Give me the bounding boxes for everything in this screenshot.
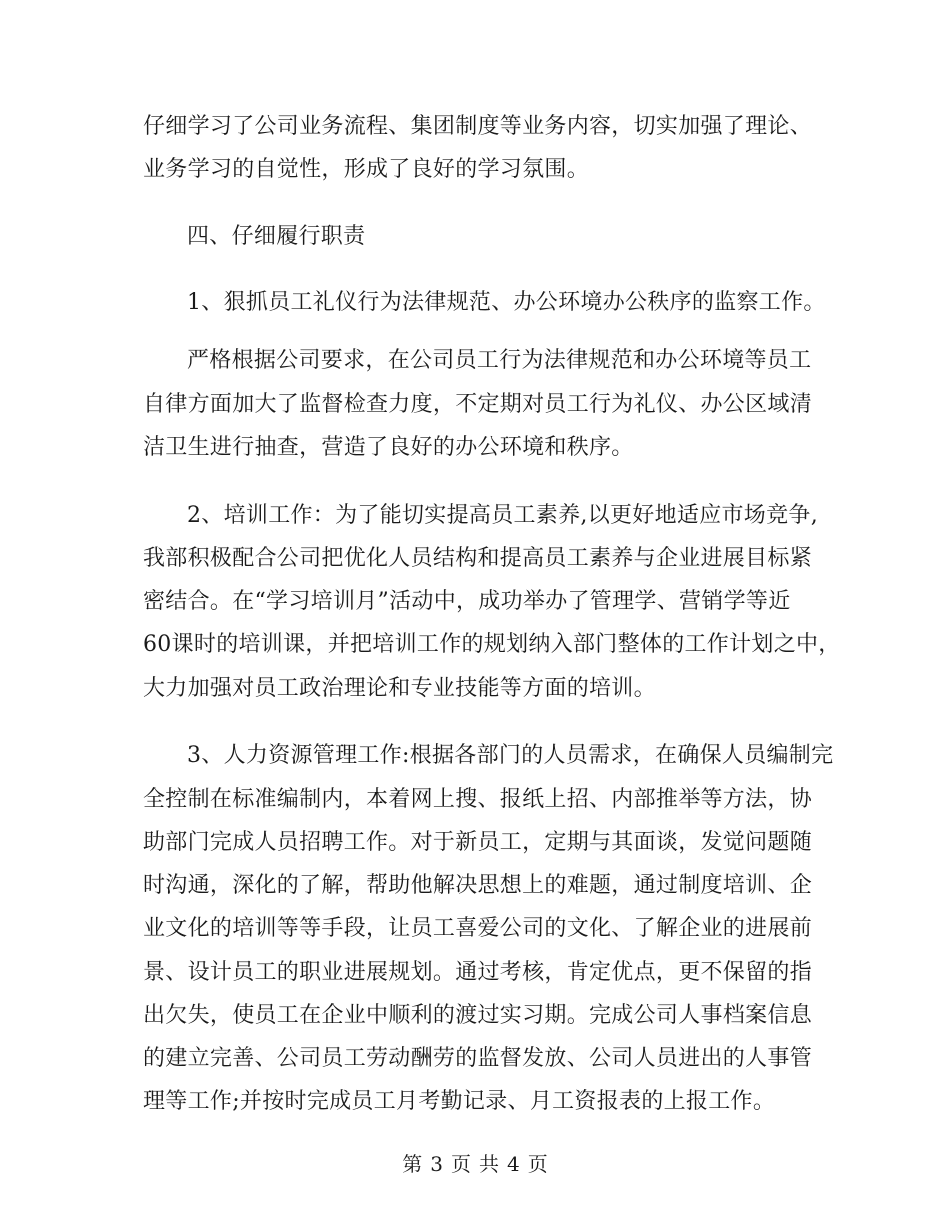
- text-line: 时沟通，深化的了解，帮助他解决思想上的难题，通过制度培训、企: [143, 873, 813, 898]
- text-line: 助部门完成人员招聘工作。对于新员工，定期与其面谈，发觉问题随: [143, 830, 813, 855]
- paragraph-heading: 1、狠抓员工礼仪行为法律规范、办公环境办公秩序的监察工作。: [187, 290, 826, 315]
- text-line: 全控制在标准编制内，本着网上搜、报纸上招、内部推举等方法，协: [143, 787, 813, 812]
- text-line: 洁卫生进行抽查，营造了良好的办公环境和秩序。: [143, 435, 634, 460]
- text-line: 密结合。在“学习培训月”活动中，成功举办了管理学、营销学等近: [143, 589, 791, 614]
- text-line: 3、人力资源管理工作:根据各部门的人员需求，在确保人员编制完: [187, 743, 834, 768]
- current-page-number: 3: [430, 1152, 443, 1176]
- text-line: 的建立完善、公司员工劳动酬劳的监督发放、公司人员进出的人事管: [143, 1046, 813, 1071]
- text-line: 大力加强对员工政治理论和专业技能等方面的培训。: [143, 676, 656, 701]
- text-line: 2、培训工作：为了能切实提高员工素养,以更好地适应市场竞争,: [187, 503, 818, 528]
- page-label-unit: 页: [451, 1152, 471, 1176]
- total-page-count: 4: [507, 1152, 520, 1176]
- section-heading: 四、仔细履行职责: [187, 224, 366, 249]
- text-line: 仔细学习了公司业务流程、集团制度等业务内容，切实加强了理论、: [143, 114, 813, 139]
- page-footer: [0, 1150, 950, 1178]
- text-line: 业文化的培训等等手段，让员工喜爱公司的文化、了解企业的进展前: [143, 916, 813, 941]
- text-line: 业务学习的自觉性，形成了良好的学习氛围。: [143, 157, 590, 182]
- page-label-suffix: 页: [527, 1152, 548, 1176]
- text-line: 理等工作;并按时完成员工月考勤记录、月工资报表的上报工作。: [143, 1089, 776, 1114]
- text-line: 自律方面加大了监督检查力度，不定期对员工行为礼仪、办公区域清: [143, 392, 813, 417]
- text-line: 我部积极配合公司把优化人员结构和提高员工素养与企业进展目标紧: [143, 546, 813, 571]
- page-label-prefix: 第: [402, 1152, 423, 1176]
- page-label-total: 共: [479, 1152, 499, 1176]
- text-line: 景、设计员工的职业进展规划。通过考核，肯定优点，更不保留的指: [143, 960, 813, 985]
- text-line: 60课时的培训课，并把培训工作的规划纳入部门整体的工作计划之中，: [143, 632, 841, 657]
- text-line: 出欠失，使员工在企业中顺利的渡过实习期。完成公司人事档案信息: [143, 1003, 813, 1028]
- text-line: 严格根据公司要求，在公司员工行为法律规范和办公环境等员工: [187, 348, 812, 373]
